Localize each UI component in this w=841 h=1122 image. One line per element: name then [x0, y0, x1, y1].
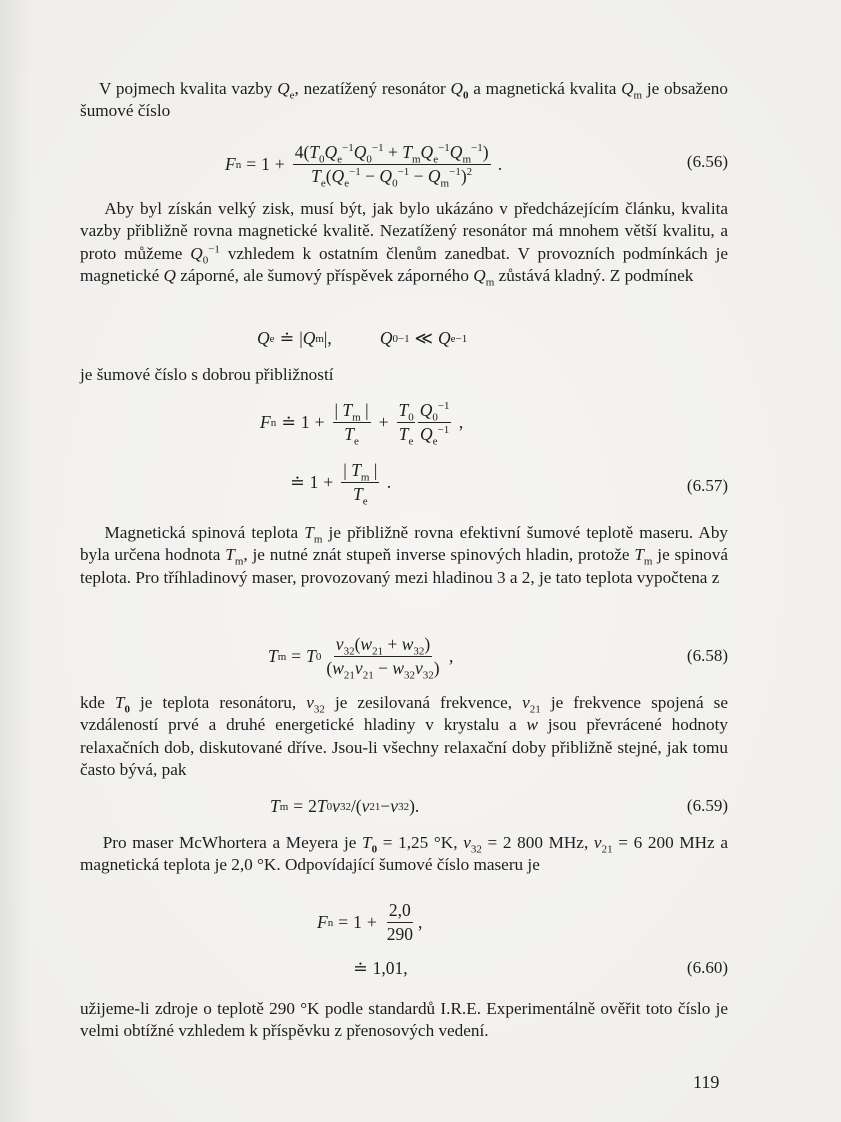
- equation-number: (6.60): [686, 958, 728, 977]
- equation-number: (6.56): [686, 152, 728, 171]
- paragraph-4: Magnetická spinová teplota $T_m$ je přibližně rovna efektivní šumové teplotě maseru. Aby byla určena hodnota $T_m$, je nutné znát stupeň inverse spinových hladin, protože $T_m$ je spinová teplota. Pro tříhladinový maser, provozovaný mezi hladinou 3 a 2, je tato teplota vypočtena z: [80, 523, 729, 587]
- equation-6-60-line2: ≐ 1,01, (6.60): [353, 958, 728, 978]
- equation-6-59: T m = 2 T 0 ν 32 /( ν 21 − ν 32 ). (6.59): [270, 796, 728, 816]
- paragraph-1: V pojmech kvalita vazby $Q_e$, nezatížený resonátor $Q_0$ a magnetická kvalita $Q_m$ je obsaženo šumové číslo: [80, 79, 728, 121]
- equation-6-56: F n = 1 + $\frac{4(T_0Q_e^{-1}Q_0^{-1} + T_mQ_e^{-1}Q_m^{-1})}{T_e(Q_e^{-1} - Q_0^{-1} - Q_m^{-1})^2}$ . (6.56): [225, 142, 728, 190]
- equation-number: (6.58): [686, 646, 728, 665]
- condition-equation: Q e ≐ | Q m |, Q 0 −1 ≪ Q e −1: [257, 328, 468, 348]
- paragraph-6: Pro maser McWhortera a Meyera je $T_0 = 1,25$ °K, $\nu_{32} = 2$ 800 MHz, $\nu_{21} = 6$ 200 MHz a magnetická teplota je 2,0 °K. Odpovídající šumové číslo maseru je: [80, 833, 728, 875]
- equation-6-57-line1: F n ≐ 1 + $\frac{| T_m |}{T_e}$ + $\frac{T_0}{T_e}$ $\frac{Q_0^{-1}}{Q_e^{-1}}$ ,: [260, 400, 464, 448]
- paragraph-2: Aby byl získán velký zisk, musí být, jak bylo ukázáno v předcházejícím článku, kvalita vazby přibližně rovna magnetické kvalitě. Nezatížený resonátor má mnohem větší kvalitu, a proto můžeme $Q_0^{-1}$ vzhledem k ostatním členům zanedbat. V provozních podmínkách je magnetické Q záporné, ale šumový příspěvek záporného $Q_m$ zůstává kladný. Z podmínek: [80, 199, 729, 289]
- page-number: 119: [693, 1072, 720, 1092]
- paragraph-7: užijeme-li zdroje o teplotě 290 °K podle standardů I.R.E. Experimentálně ověřit toto číslo je velmi obtížné vzhledem k příspěvku z přenosových vedení.: [80, 999, 728, 1041]
- equation-number: (6.59): [686, 796, 728, 815]
- scan-shadow: [0, 0, 30, 1122]
- equation-6-58: T m = T 0 $\frac{\nu_{32}(w_{21} + w_{32})}{(w_{21}\nu_{21} - w_{32}\nu_{32})}$ , (6.58): [268, 634, 728, 682]
- paragraph-3: je šumové číslo s dobrou přibližností: [80, 365, 334, 384]
- equation-number: (6.57): [686, 476, 728, 495]
- equation-6-57-line2: ≐ 1 + $\frac{| T_m |}{T_e}$ . (6.57): [290, 460, 728, 508]
- equation-6-60-line1: F n = 1 + $\frac{2,0}{290}$ ,: [317, 900, 423, 944]
- paragraph-5: kde $T_0$ je teplota resonátoru, $\nu_{32}$ je zesilovaná frekvence, $\nu_{21}$ je frekvence spojená se vzdáleností prvé a druhé energetické hladiny v krystalu a w jsou převrácené hodnoty relaxačních dob, diskutované dříve. Jsou-li všechny relaxační doby přibližně stejné, jak tomu často bývá, pak: [80, 693, 728, 780]
